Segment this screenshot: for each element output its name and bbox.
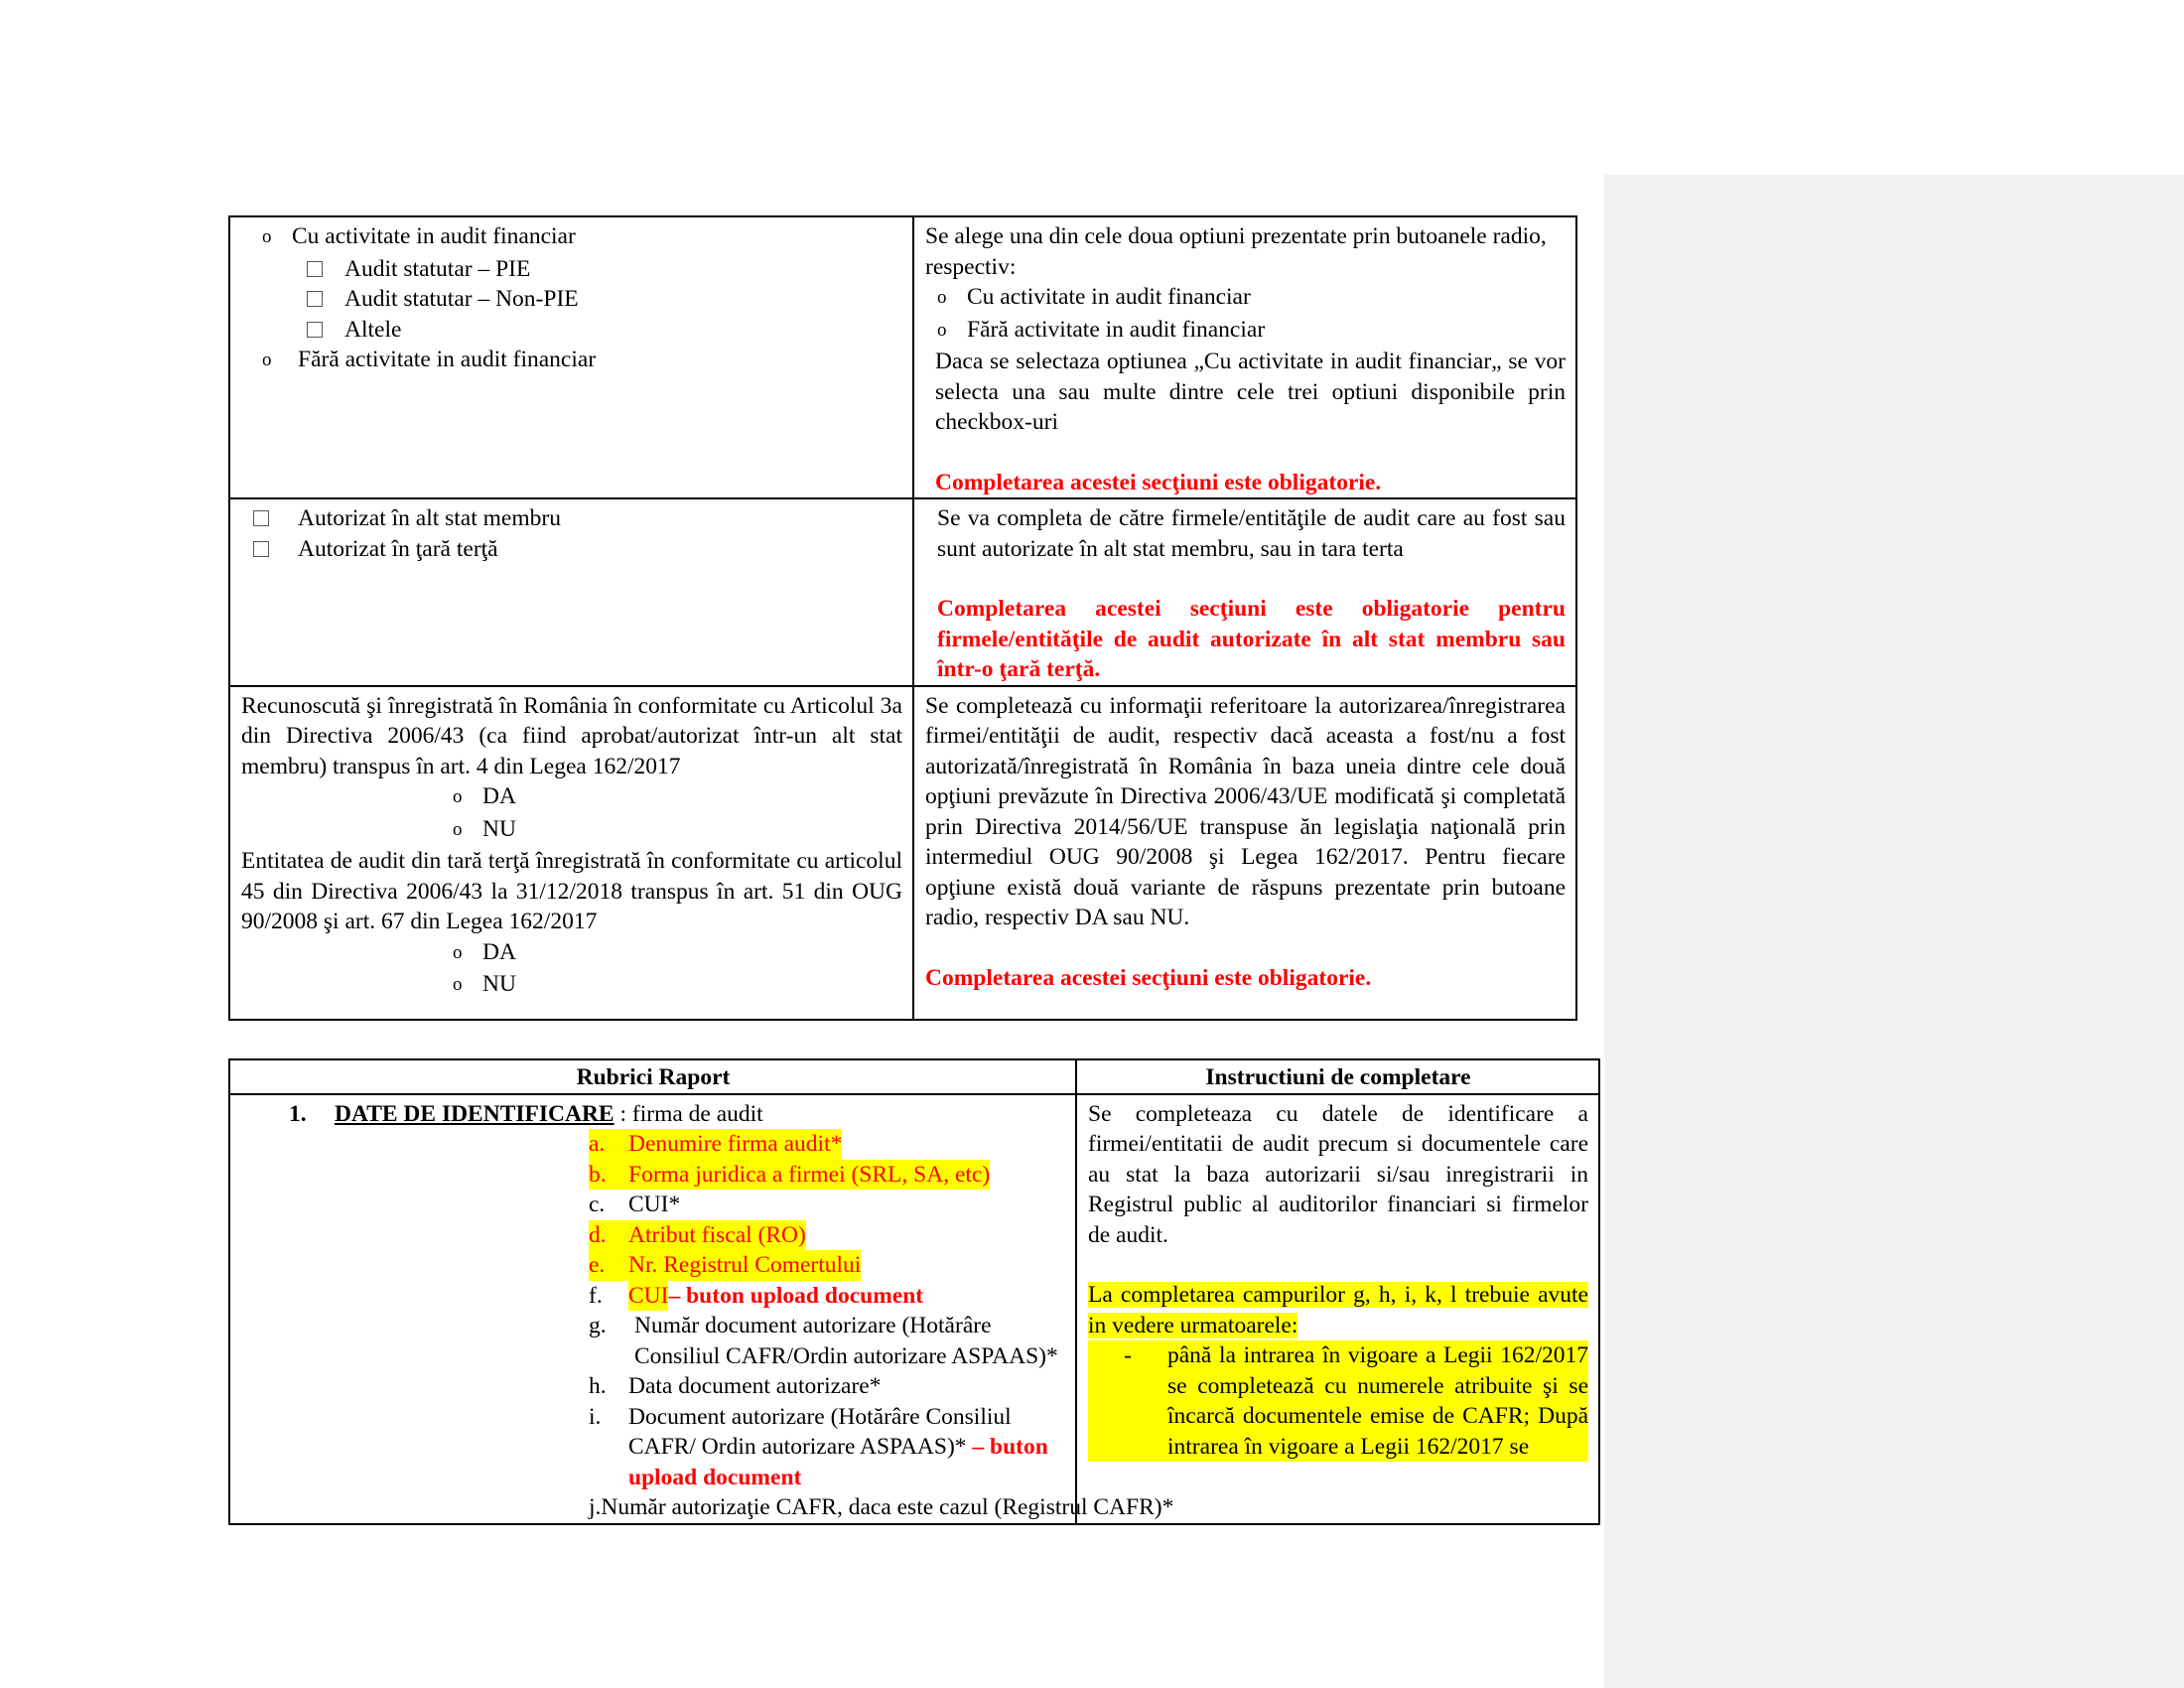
item-letter: e. (589, 1250, 628, 1281)
table-header-row (229, 1059, 1599, 1094)
authorization-options-cell (229, 498, 913, 686)
registration-text: Recunoscută şi înregistrată în România în conformitate cu Articolul 3a din Directiva 2006/43 (ca fiind aprobat/autorizat într-un alt stat membru) transpus în art. 4 din Legea 162/2017 (241, 692, 902, 779)
report-instructions-cell (1076, 1094, 1599, 1524)
table-row (229, 216, 1576, 498)
item-letter: f. (589, 1282, 603, 1309)
option-label: NU (482, 815, 516, 842)
radio-icon: o (262, 226, 272, 247)
upload-button-note: – buton upload document (668, 1282, 924, 1309)
section-title: DATE DE IDENTIFICARE (335, 1100, 614, 1127)
activity-options-cell (229, 216, 913, 498)
column-header: Instructiuni de completare (1076, 1059, 1599, 1094)
mandatory-note: Completarea acestei secţiuni este obligatorie. (925, 964, 1372, 991)
item-text: Document autorizare (Hotărâre Consiliul CAFR/ Ordin autorizare ASPAAS)* (628, 1403, 1012, 1460)
section-number: 1. (289, 1100, 307, 1127)
option-label: Altele (344, 316, 402, 343)
comment-pane (1604, 175, 2184, 1688)
report-fields-table (228, 1058, 1600, 1525)
radio-icon: o (453, 786, 463, 807)
instruction-text: Se completeaza cu datele de identificare a firmei/entitatii de audit precum si documentele care au stat la baza autorizarii si/sau inregistrarii in Registrul public al auditorilor financiari si firmelor de audit. (1088, 1100, 1588, 1248)
list-item (589, 1371, 1065, 1402)
checkbox-icon (307, 322, 323, 338)
item-text: Data document autorizare* (628, 1373, 882, 1399)
table-row (229, 498, 1576, 686)
radio-icon: o (262, 350, 272, 370)
upload-button-note: – buton upload document (628, 1434, 1048, 1490)
item-letter: i. (589, 1403, 602, 1430)
authorization-instructions-cell (913, 498, 1576, 686)
instruction-text: Se alege una din cele doua optiuni prezentate prin butoanele radio, respectiv: (925, 223, 1547, 280)
column-header: Rubrici Raport (229, 1059, 1076, 1094)
options-table (228, 215, 1577, 1021)
item-text: Număr document autorizare (Hotărâre Consiliul CAFR/Ordin autorizare ASPAAS)* (634, 1313, 1058, 1369)
radio-icon: o (453, 818, 463, 840)
report-fields-cell (229, 1094, 1174, 1524)
radio-icon: o (937, 319, 947, 341)
option-label: Fără activitate in audit financiar (967, 316, 1266, 343)
instruction-text: Se va completa de către firmele/entităţile de audit care au fost sau sunt autorizate în alt stat membru, sau in tara terta (937, 505, 1566, 562)
instruction-text: Se completează cu informaţii referitoare la autorizarea/înregistrarea firmei/entităţii de audit, respectiv dacă aceasta a fost/nu a fost autorizată/înregistrată în România în baza uneia dintre cele două opţiuni prevăzute în Directiva 2006/43/UE modificată şi completată prin Directiva 2014/56/UE transpuse ăn legislaţia naţională prin intermediul OUG 90/2008 şi Legea 162/2017. Pentru fiecare opţiune există două variante de răspuns prezentate prin butoane radio, respectiv DA sau NU. (925, 692, 1566, 930)
item-text: Denumire firma audit* (628, 1129, 842, 1160)
item-letter: j. (589, 1494, 602, 1520)
checkbox-icon (307, 291, 323, 307)
item-letter: a. (589, 1129, 628, 1160)
table-row (229, 686, 1576, 1020)
list-item (589, 1220, 1065, 1251)
item-text: CUI* (628, 1192, 681, 1217)
list-item (589, 1402, 1065, 1493)
option-label: Cu activitate in audit financiar (967, 284, 1251, 310)
item-letter: b. (589, 1160, 628, 1191)
checkbox-icon (253, 541, 269, 557)
item-letter: h. (589, 1373, 607, 1399)
radio-icon: o (453, 974, 463, 995)
item-text: Forma juridica a firmei (SRL, SA, etc) (628, 1160, 990, 1191)
dash-bullet: - (1088, 1340, 1167, 1462)
item-letter: d. (589, 1220, 628, 1251)
option-label: Fără activitate in audit financiar (298, 347, 597, 372)
list-item (589, 1250, 1065, 1281)
item-letter: g. (589, 1313, 607, 1338)
table-row (229, 1094, 1599, 1524)
option-label: DA (482, 938, 516, 965)
bullet-text: până la intrarea în vigoare a Legii 162/2017 se completează cu numerele atribuite şi se încarcă documentele emise de CAFR; După intrarea în vigoare a Legii 162/2017 se (1167, 1340, 1588, 1462)
mandatory-note: Completarea acestei secţiuni este obligatorie pentru firmele/entităţile de audit autorizate în alt stat membru sau într-o ţară terţă. (937, 596, 1566, 682)
item-letter: c. (589, 1192, 606, 1217)
list-item (589, 1129, 1065, 1160)
bullet-item (1088, 1340, 1588, 1462)
radio-icon: o (453, 941, 463, 963)
item-text: CUI (628, 1281, 668, 1312)
activity-instructions-cell (913, 216, 1576, 498)
checkbox-icon (253, 510, 269, 526)
option-label: Cu activitate in audit financiar (292, 223, 576, 249)
option-label: Autorizat în alt stat membru (298, 505, 561, 531)
item-text: Nr. Registrul Comertului (628, 1250, 861, 1281)
list-item (589, 1160, 1065, 1191)
instruction-text: Daca se selectaza optiunea „Cu activitate in audit financiar„ se vor selecta una sau multe dintre cele trei optiuni disponibile prin checkbox-uri (935, 349, 1566, 435)
highlighted-instruction: La completarea campurilor g, h, i, k, l trebuie avute in vedere urmatoarele: (1088, 1282, 1588, 1338)
checkbox-icon (307, 261, 323, 277)
option-label: DA (482, 783, 516, 809)
list-item (589, 1281, 1065, 1312)
option-label: NU (482, 971, 516, 997)
list-item (589, 1492, 1174, 1523)
mandatory-note: Completarea acestei secţiuni este obligatorie. (935, 469, 1382, 495)
registration-instructions-cell (913, 686, 1576, 1020)
item-text: Atribut fiscal (RO) (628, 1220, 806, 1251)
section-heading (241, 1099, 1065, 1130)
option-label: Audit statutar – Non-PIE (344, 286, 579, 312)
item-text: Număr autorizaţie CAFR, daca este cazul (Registrul CAFR)* (601, 1494, 1174, 1520)
section-suffix: : firma de audit (614, 1100, 763, 1127)
option-label: Autorizat în ţară terţă (298, 535, 498, 562)
registration-options-cell (229, 686, 913, 1020)
field-list (241, 1129, 1174, 1523)
option-label: Audit statutar – PIE (344, 255, 531, 282)
list-item (589, 1311, 1065, 1371)
list-item (589, 1190, 1065, 1220)
registration-text: Entitatea de audit din tară terţă înregistrată în conformitate cu articolul 45 din Directiva 2006/43 la 31/12/2018 transpus în art. 51 din OUG 90/2008 şi art. 67 din Legea 162/2017 (241, 848, 902, 934)
radio-icon: o (937, 287, 947, 308)
